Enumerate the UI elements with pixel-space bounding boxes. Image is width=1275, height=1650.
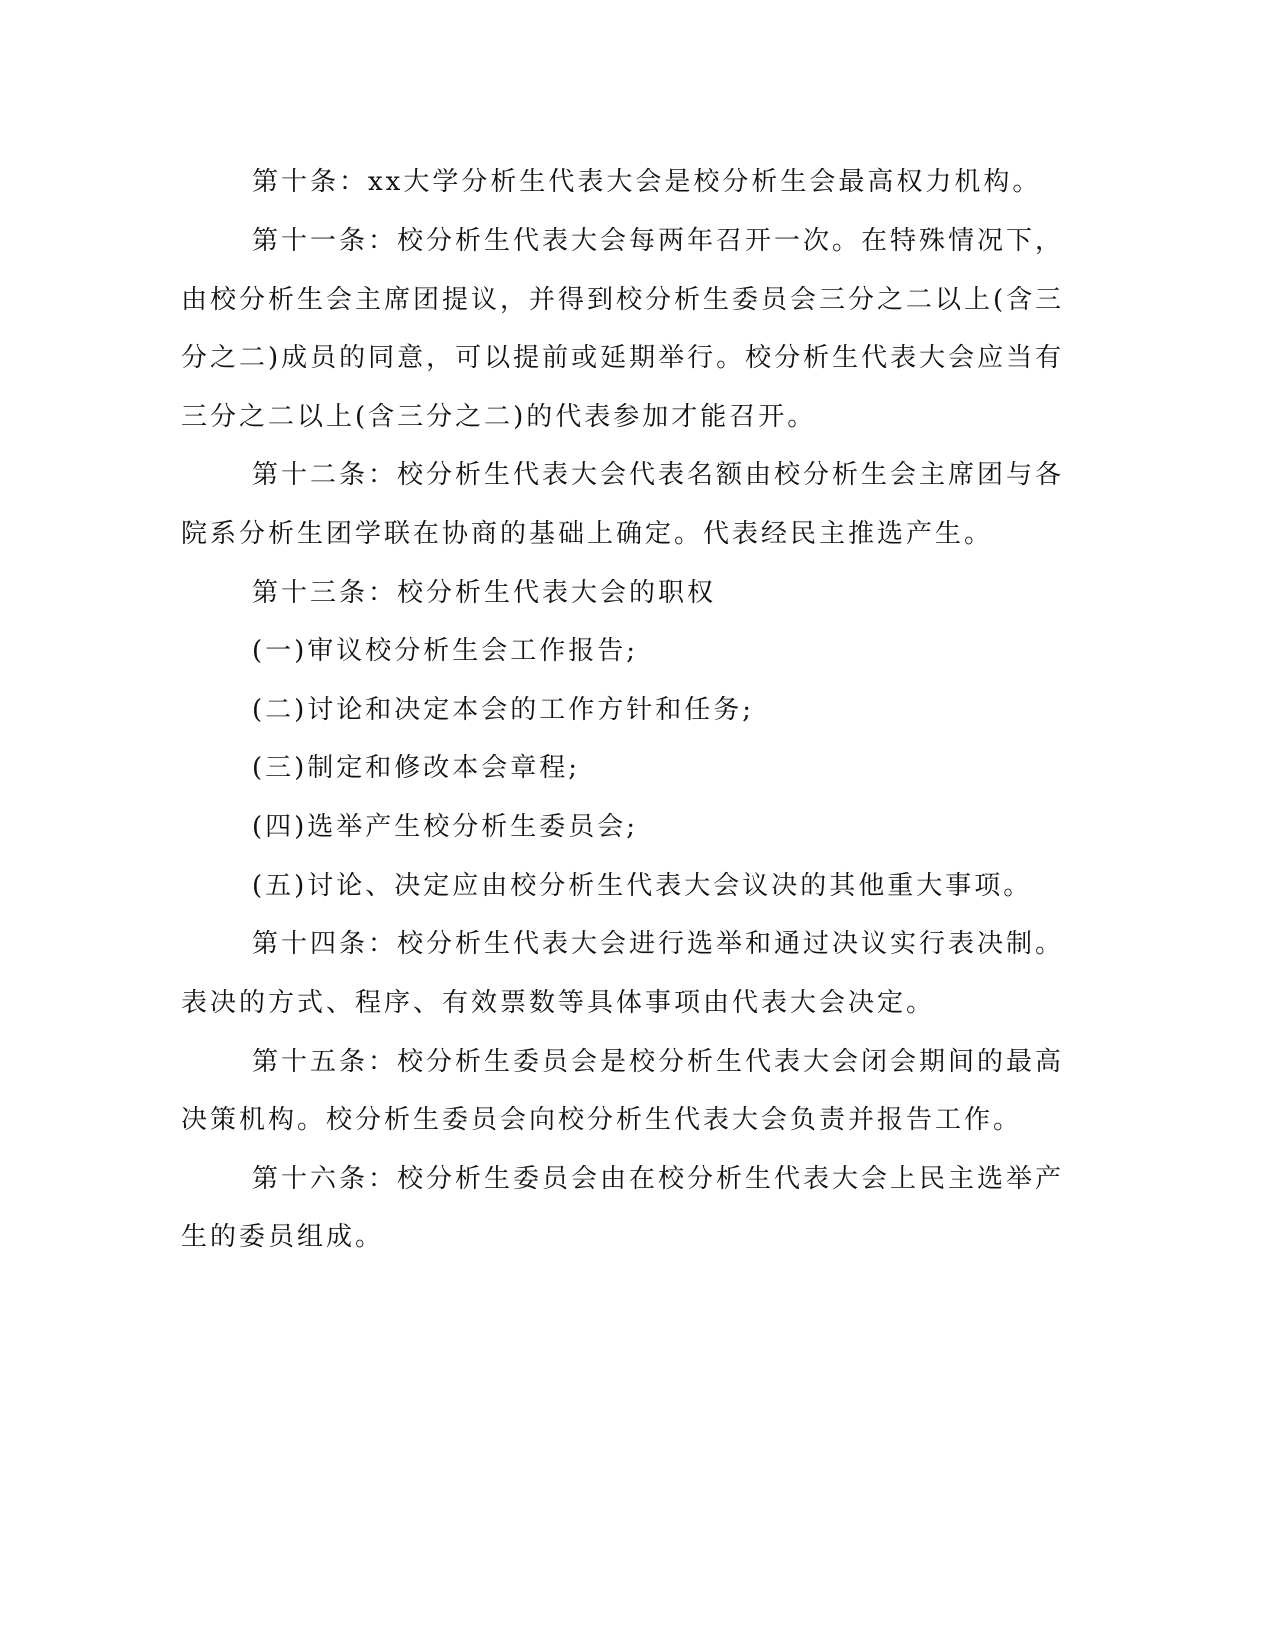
text-line: 由校分析生会主席团提议，并得到校分析生委员会三分之二以上(含三 — [181, 285, 1065, 315]
text-line: 决策机构。校分析生委员会向校分析生代表大会负责并报告工作。 — [181, 1105, 1023, 1135]
list-item: (二)讨论和决定本会的工作方针和任务; — [252, 695, 755, 725]
text-line: 三分之二以上(含三分之二)的代表参加才能召开。 — [181, 402, 817, 432]
list-item: (三)制定和修改本会章程; — [252, 753, 581, 783]
text-line-article-14: 第十四条：校分析生代表大会进行选举和通过决议实行表决制。 — [252, 929, 1065, 959]
text-line-article-11: 第十一条：校分析生代表大会每两年召开一次。在特殊情况下， — [252, 226, 1065, 256]
list-item: (四)选举产生校分析生委员会; — [252, 812, 639, 842]
text-line-article-13: 第十三条：校分析生代表大会的职权 — [252, 578, 717, 608]
text-line-article-15: 第十五条：校分析生委员会是校分析生代表大会闭会期间的最高 — [252, 1047, 1065, 1077]
text-line: 院系分析生团学联在协商的基础上确定。代表经民主推选产生。 — [181, 519, 994, 549]
list-item: (一)审议校分析生会工作报告; — [252, 636, 639, 666]
text-line: 表决的方式、程序、有效票数等具体事项由代表大会决定。 — [181, 988, 936, 1018]
text-line-article-12: 第十二条：校分析生代表大会代表名额由校分析生会主席团与各 — [252, 460, 1065, 490]
text-line: 分之二)成员的同意，可以提前或延期举行。校分析生代表大会应当有 — [181, 343, 1065, 373]
text-line-article-10: 第十条：xx大学分析生代表大会是校分析生会最高权力机构。 — [252, 167, 1042, 197]
text-line: 生的委员组成。 — [181, 1222, 385, 1252]
text-line-article-16: 第十六条：校分析生委员会由在校分析生代表大会上民主选举产 — [252, 1164, 1065, 1194]
list-item: (五)讨论、决定应由校分析生代表大会议决的其他重大事项。 — [252, 871, 1033, 901]
